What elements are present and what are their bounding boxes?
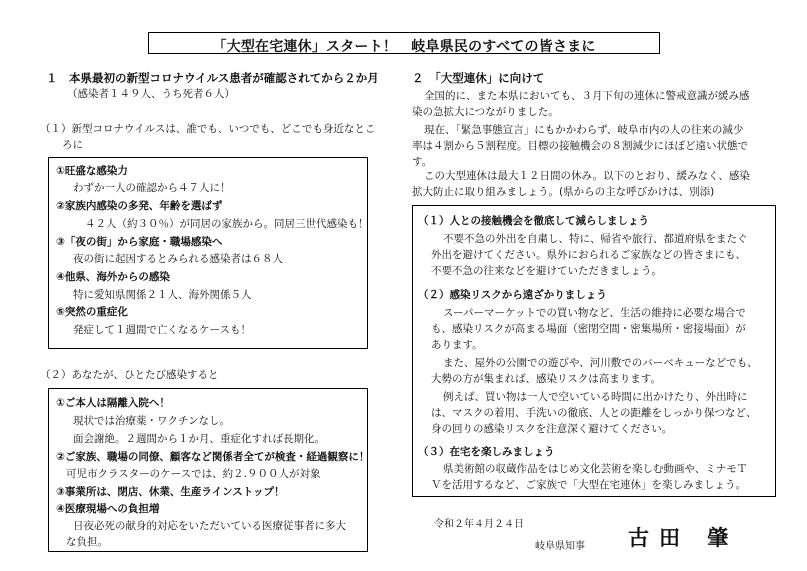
section2-paragraph: 染の急拡大につながりました。 xyxy=(412,106,559,118)
section1-heading: １ 本県最初の新型コロナウイルス患者が確認されてから２か月 xyxy=(46,71,379,85)
section2-paragraph: 率は４割から５割程度。目標の接触機会の８割減少にほぼど遠い状態で xyxy=(412,140,748,152)
box2-item: 面会謝絶。２週間から１か月、重症化すれば長期化。 xyxy=(73,433,325,445)
box1-item: ４２人（約３０％）が同居の家族から。同居三世代感染も！ xyxy=(85,218,369,230)
box3-item: 例えば、買い物は一人で空いている時間に出かけたり、外出時に xyxy=(443,391,748,403)
box3-item: も、感染リスクが高まる場面（密閉空間・密集場所・密接場面）が xyxy=(431,323,746,335)
signature-date: 令和２年４月２４日 xyxy=(434,519,524,530)
box2-item: 可児市クラスターのケースでは、約２.９００人が対象 xyxy=(66,468,321,480)
box1-item: ⑤突然の重症化 xyxy=(56,306,128,318)
box2-item: ③事業所は、閉店、休業、生産ラインストップ！ xyxy=(56,486,285,498)
box3-item: 不要不急の往来などを避けていただきましょう。 xyxy=(431,265,662,277)
section2-heading: ２ 「大型連休」に向けて xyxy=(412,71,545,85)
box3-item: あります。 xyxy=(431,339,483,351)
section2-paragraph: 全国的に、また本県においても、３月下旬の連休に警戒意識が緩み感 xyxy=(424,90,750,102)
section2-paragraph: この大型連休は最大１２日間の休み。以下のとおり、緩みなく、感染 xyxy=(424,170,750,182)
box1-item: ④他県、海外からの感染 xyxy=(56,271,170,283)
box1-item: ②家族内感染の多発、年齢を選ばず xyxy=(56,200,223,212)
box3-item: Ｖを活用するなど、ご家族で「大型在宅連休」を楽しみましょう。 xyxy=(431,479,746,491)
section2-paragraph: す。 xyxy=(412,156,433,168)
box3-item: （１）人との接触機会を徹底して減らしましょう xyxy=(418,215,649,227)
box2-item: 現状では治療薬・ワクチンなし。 xyxy=(73,415,230,427)
box3-item: また、屋外の公園での遊びや、河川敷でのバーベキューなどでも、 xyxy=(443,357,758,369)
box2-item: 日夜必死の献身的対応をいただいている医療従事者に多大 xyxy=(73,520,346,532)
section1-subheading: （感染者１４９人、うち死者６人） xyxy=(67,88,235,100)
signature-title: 岐阜県知事 xyxy=(535,541,585,552)
box3-item: 県美術館の収蔵作品をはじめ文化芸術を楽しむ動画や、ミナモＴ xyxy=(443,463,748,475)
box3-item: （３）在宅を楽しみましょう xyxy=(418,446,555,458)
box3-item: （２）感染リスクから遠ざかりましょう xyxy=(418,289,607,301)
box3-item: 身の回りの感染リスクを注意深く避けてください。 xyxy=(431,423,673,435)
q1-line-1: （１）新型コロナウイルスは、誰でも、いつでも、どこでも身近なとこ xyxy=(40,123,376,135)
box2-item: ④医療現場への負担増 xyxy=(56,503,160,515)
box1-item: 特に愛知県関係２１人、海外関係５人 xyxy=(73,289,252,301)
q2-line: （２）あなたが、ひとたび感染すると xyxy=(40,369,219,381)
box1-item: ③「夜の街」から家庭・職場感染へ xyxy=(56,236,223,248)
box3-item: 大勢の方が集まれば、感染リスクは高まります。 xyxy=(431,373,661,385)
box2-item: ②ご家族、職場の同僚、顧客など関係者全てが検査・経過観察に！ xyxy=(56,451,370,463)
box3-item: スーパーマーケットでの買い物など、生活の維持に必要な場合で xyxy=(443,307,746,319)
section2-paragraph: 拡大防止に取り組みましょう。(県からの主な呼びかけは、別添) xyxy=(412,186,715,198)
box3-item: は、マスクの着用、手洗いの徹底、人との距離をしっかり保つなど、 xyxy=(431,407,757,419)
q1-line-2: ろに xyxy=(62,139,83,151)
box1-item: わずか一人の確認から４７人に！ xyxy=(73,182,231,194)
box3-item: 不要不急の外出を自粛し、特に、帰省や旅行、都道府県をまたぐ xyxy=(443,233,748,245)
box2-item: ①ご本人は隔離入院へ！ xyxy=(56,397,170,409)
box1-item: 夜の街に起因するとみられる感染者は６８人 xyxy=(73,253,283,265)
box3-item: 外出を避けてください。県外におられるご家族などの皆さまにも、 xyxy=(431,249,746,261)
box2-item: な負担。 xyxy=(66,536,108,548)
title-box xyxy=(148,32,660,54)
box1-item: ①旺盛な感染力 xyxy=(56,165,128,177)
section2-paragraph: 現在、「緊急事態宣言」にもかかわらず、岐阜市内の人の往来の減少 xyxy=(424,124,744,136)
page-title: 「大型在宅連休」スタート！ 岐阜県民のすべての皆さまに xyxy=(212,39,596,55)
signature-name: 古田 肇 xyxy=(628,525,739,550)
box1-item: 発症して１週間で亡くなるケースも！ xyxy=(73,324,251,336)
